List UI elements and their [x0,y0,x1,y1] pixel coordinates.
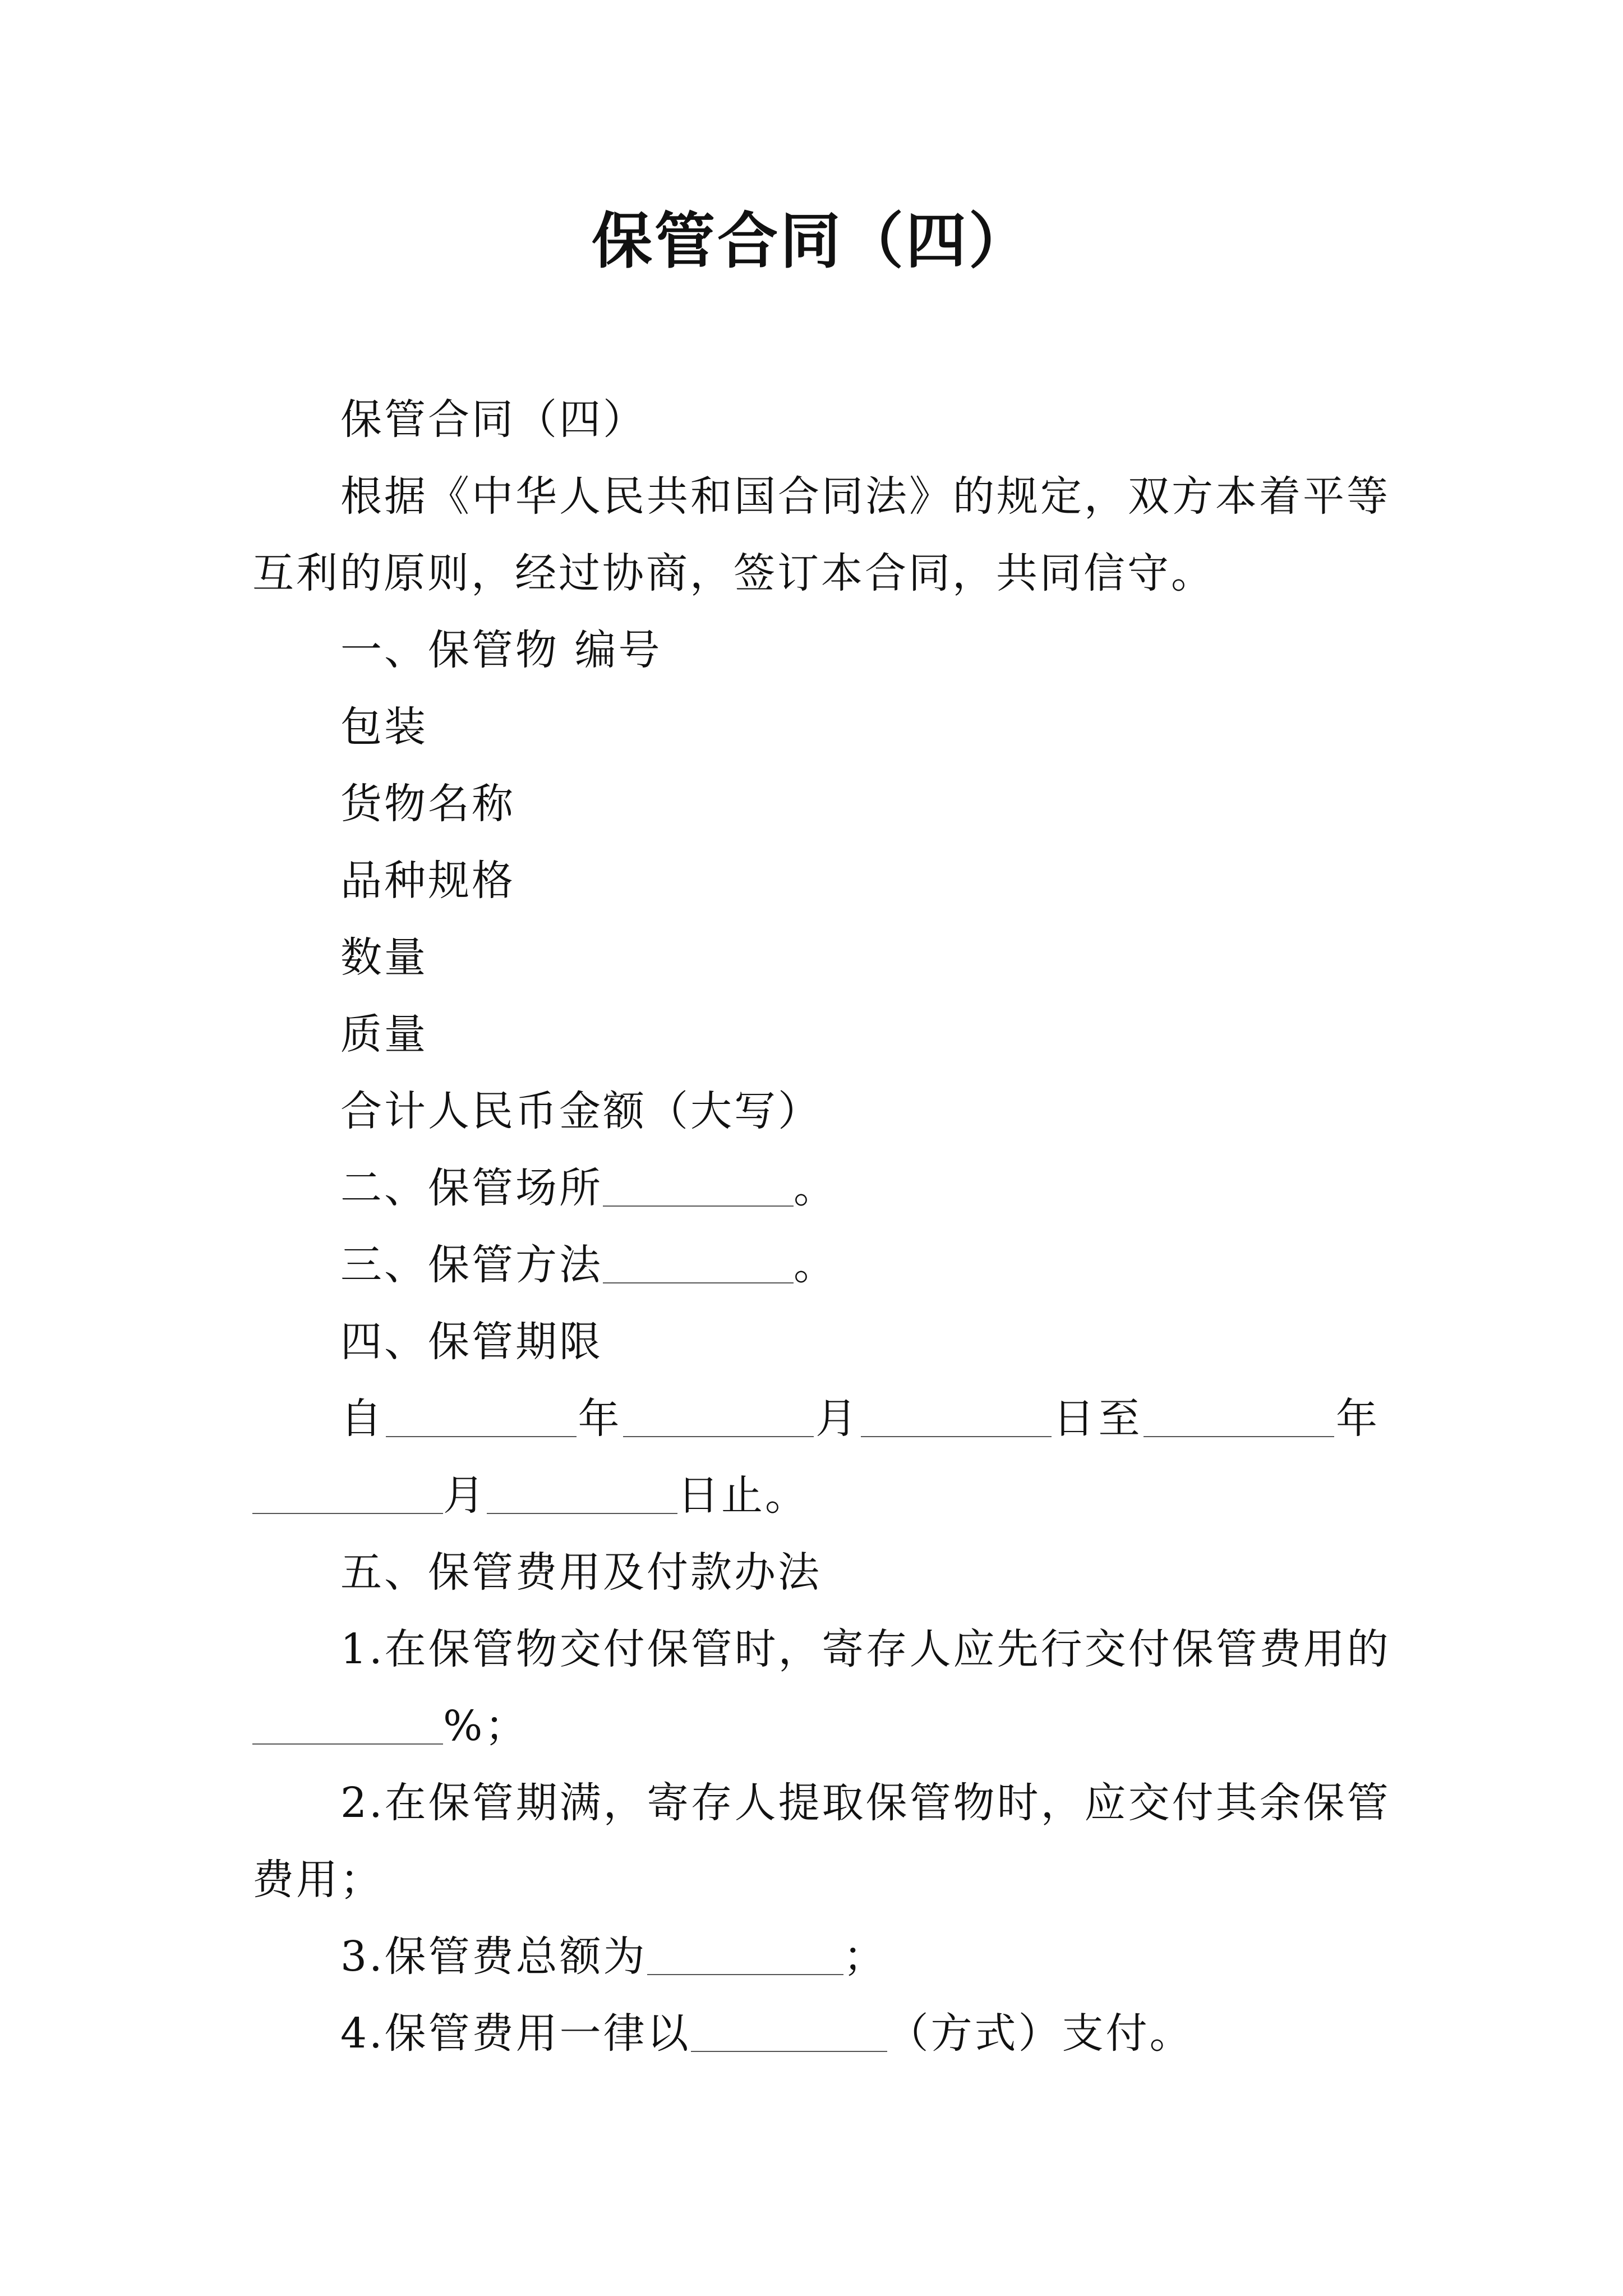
start-year-unit: 年 [576,1395,624,1443]
percent-end: %； [443,1702,529,1750]
start-day-to: 日至 [1051,1395,1144,1443]
preamble-line-2: 互利的原则，经过协商，签订本合同，共同信守。 [252,549,1215,597]
end-day-unit: 日止。 [677,1471,809,1520]
field-packaging: 包装 [340,703,428,751]
field-quantity: 数量 [340,933,428,982]
term-line-2 [252,1457,1380,1534]
field-goods-name: 货物名称 [340,780,515,828]
venue-blank[interactable] [603,1205,794,1207]
fee-item-3 [252,1918,1380,1995]
payment-method-label: 4.保管费用一律以 [340,2009,691,2058]
venue-label: 二、保管场所 [340,1164,603,1212]
section-2-venue [252,1150,1380,1227]
preamble-line-1: 根据《中华人民共和国合同法》的规定，双方本着平等 [340,472,1390,521]
fee-item-1-line-2 [252,1688,1380,1765]
end-year-blank[interactable] [1144,1435,1334,1437]
start-year-blank[interactable] [386,1435,577,1437]
subtitle-line: 保管合同（四） [340,395,647,444]
end-month-unit: 月 [443,1471,487,1520]
section-3-method [252,1227,1380,1304]
field-quality: 质量 [340,1010,428,1059]
fee-item-2-line-2: 费用； [252,1856,384,1904]
method-blank[interactable] [603,1282,794,1283]
term-from: 自 [340,1395,386,1443]
payment-method-blank[interactable] [691,2050,887,2052]
section-4-heading: 四、保管期限 [340,1318,603,1366]
section-5-heading: 五、保管费用及付款办法 [340,1548,822,1596]
section-1-heading: 一、保管物 编号 [340,626,662,674]
total-fee-blank[interactable] [647,1973,843,1975]
start-month-blank[interactable] [623,1435,814,1437]
end-day-blank[interactable] [487,1512,677,1514]
fee-item-4 [252,1995,1380,2072]
start-day-blank[interactable] [861,1435,1052,1437]
start-month-unit: 月 [814,1395,861,1443]
fee-item-2-line-1: 2.在保管期满，寄存人提取保管物时，应交付其余保管 [340,1779,1391,1827]
fee-item-1-line-1: 1.在保管物交付保管时，寄存人应先行交付保管费用的 [340,1625,1391,1673]
venue-end: 。 [794,1164,837,1212]
document-body [252,381,1391,2072]
advance-percent-blank[interactable] [252,1743,443,1745]
total-fee-label: 3.保管费总额为 [340,1932,647,1981]
field-specification: 品种规格 [340,857,515,905]
total-fee-end: ； [843,1932,887,1981]
field-total-amount: 合计人民币金额（大写） [340,1087,822,1135]
end-month-blank[interactable] [252,1512,443,1514]
method-end: 。 [794,1241,837,1289]
payment-method-end: （方式）支付。 [887,2009,1193,2058]
term-line-1 [252,1381,1380,1457]
document-title: 保管合同（四） [591,206,1031,277]
end-year-unit: 年 [1334,1395,1380,1443]
method-label: 三、保管方法 [340,1241,603,1289]
